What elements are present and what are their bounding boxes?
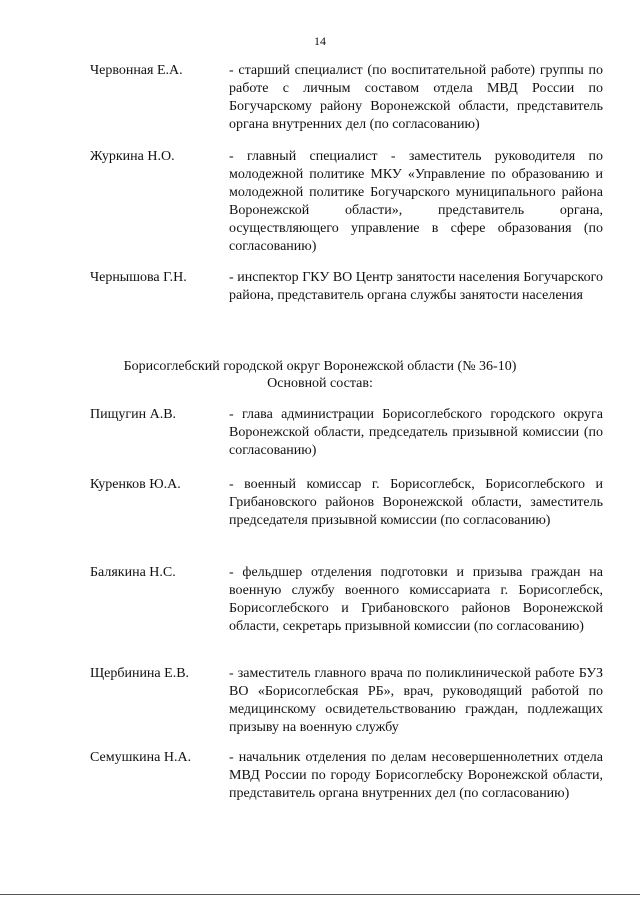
bottom-rule (0, 894, 640, 895)
member-name: Журкина Н.О. (90, 149, 175, 164)
member-description: - глава администрации Борисоглебского городского округа Воронежской области, председатель призывной комиссии (по согласованию) (229, 407, 603, 458)
member-description: - заместитель главного врача по поликлинической работе БУЗ ВО «Борисоглебская РБ», врач, руководящий работой по медицинскому освидетельствованию граждан, подлежащих призыву на военную службу (229, 666, 603, 735)
section-subtitle: Основной состав: (267, 376, 373, 391)
section-title: Борисоглебский городской округ Воронежской области (№ 36-10) (123, 359, 517, 374)
member-name: Щербинина Е.В. (90, 666, 190, 681)
member-description: - фельдшер отделения подготовки и призыва граждан на военную службу военного комиссариата г. Борисоглебск, Борисоглебского и Грибановского районов Воронежской области, секретарь призывной комиссии (по согласованию) (229, 565, 603, 634)
member-name: Чернышова Г.Н. (90, 270, 187, 285)
member-name: Куренков Ю.А. (90, 477, 181, 492)
member-description: - военный комиссар г. Борисоглебск, Борисоглебского и Грибановского районов Воронежской области, заместитель председателя призывной комиссии (по согласованию) (229, 477, 603, 528)
member-description: - главный специалист - заместитель руководителя по молодежной политике МКУ «Управление по образованию и молодежной политике Богучарского муниципального района Воронежской области», представитель органа, осуществляющего управление в сфере образования (по согласованию) (229, 149, 603, 254)
member-description: - начальник отделения по делам несовершеннолетних отдела МВД России по городу Борисоглебску Воронежской области, представитель органа внутренних дел (по согласованию) (229, 750, 603, 801)
member-description: - инспектор ГКУ ВО Центр занятости населения Богучарского района, представитель органа службы занятости населения (229, 270, 603, 303)
page-number: 14 (314, 34, 326, 48)
member-name: Пищугин А.В. (90, 407, 177, 422)
member-name: Семушкина Н.А. (90, 750, 192, 765)
member-description: - старший специалист (по воспитательной работе) группы по работе с личным составом отдела МВД России по Богучарскому району Воронежской области, представитель органа внутренних дел (по согласованию) (229, 63, 603, 132)
member-name: Червонная Е.А. (90, 63, 183, 78)
member-name: Балякина Н.С. (90, 565, 176, 580)
